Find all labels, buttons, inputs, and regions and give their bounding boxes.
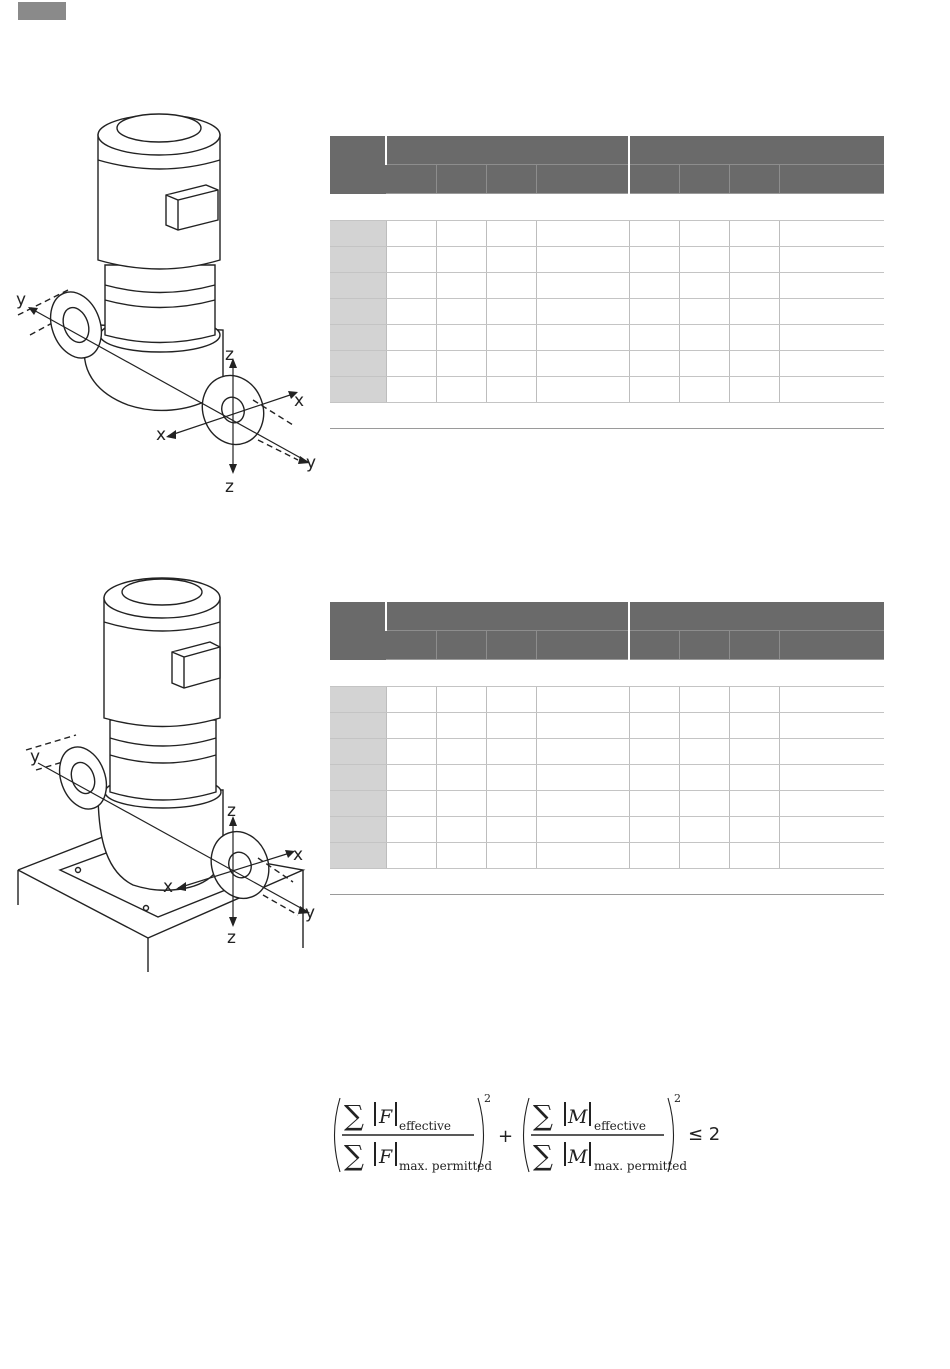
table-row xyxy=(330,351,884,377)
table-header-cell xyxy=(629,165,679,194)
moment-symbol: M xyxy=(568,1146,588,1168)
table-subheader-row xyxy=(330,631,884,660)
force-symbol: F xyxy=(379,1146,393,1168)
table-header-cell xyxy=(436,631,486,660)
table-header-cell xyxy=(436,165,486,194)
axis-label-x-right: x xyxy=(293,845,304,865)
sum-symbol: ∑ xyxy=(344,1099,364,1132)
section-marker-tab xyxy=(18,2,66,20)
table-section-row xyxy=(330,194,884,221)
table-header-cell xyxy=(536,165,629,194)
table-subheader-row xyxy=(330,165,884,194)
load-check-formula xyxy=(328,1092,728,1182)
load-table-on-foundation xyxy=(330,602,884,895)
table-header-row xyxy=(330,602,884,631)
table-header-cell xyxy=(729,165,779,194)
sum-symbol: ∑ xyxy=(533,1139,553,1172)
pump-diagram-free-standing xyxy=(8,100,328,500)
table-header-cell xyxy=(386,631,436,660)
table-row xyxy=(330,273,884,299)
exponent: 2 xyxy=(484,1092,491,1105)
table-header-cell xyxy=(486,165,536,194)
axis-label-x-right: x xyxy=(294,391,305,411)
table-header-cell xyxy=(679,631,729,660)
table-footer-row xyxy=(330,403,884,429)
subscript-effective: effective xyxy=(594,1119,646,1133)
pump-diagram-on-foundation xyxy=(8,570,328,975)
table-row xyxy=(330,817,884,843)
table-row xyxy=(330,247,884,273)
table-header-cell xyxy=(729,631,779,660)
formula-graphic xyxy=(328,1092,728,1178)
table-row xyxy=(330,299,884,325)
axis-label-y-left: y xyxy=(30,747,41,767)
table-header-cell xyxy=(779,165,884,194)
axis-label-y-right: y xyxy=(305,903,316,923)
table-row xyxy=(330,377,884,403)
axis-label-x-left: x xyxy=(156,425,167,445)
pump-drawing xyxy=(8,570,328,975)
axis-label-y-left: y xyxy=(16,290,27,310)
table-header-group xyxy=(386,602,629,631)
pump-drawing xyxy=(8,100,328,500)
relation-le-2: ≤ 2 xyxy=(688,1124,721,1145)
subscript-permitted: max. permitted xyxy=(594,1159,688,1173)
moment-symbol: M xyxy=(568,1106,588,1128)
table-footer-row xyxy=(330,869,884,895)
table-header-cell xyxy=(536,631,629,660)
table-row xyxy=(330,843,884,869)
table-row xyxy=(330,791,884,817)
table-header-cell xyxy=(679,165,729,194)
exponent: 2 xyxy=(674,1092,681,1105)
plus-sign: + xyxy=(498,1126,514,1147)
force-symbol: F xyxy=(379,1106,393,1128)
table-header-group xyxy=(386,136,629,165)
subscript-effective: effective xyxy=(399,1119,451,1133)
axis-label-z-top: z xyxy=(225,345,234,365)
table-row xyxy=(330,765,884,791)
subscript-permitted: max. permitted xyxy=(399,1159,493,1173)
table-row xyxy=(330,713,884,739)
table-header-cell xyxy=(486,631,536,660)
table-header-row xyxy=(330,136,884,165)
sum-symbol: ∑ xyxy=(533,1099,553,1132)
axis-label-z-bottom: z xyxy=(227,928,236,948)
table-header-cell xyxy=(330,136,386,194)
axis-label-y-right: y xyxy=(306,453,317,473)
table-row xyxy=(330,739,884,765)
table-section-row xyxy=(330,660,884,687)
table-row xyxy=(330,687,884,713)
axis-label-z-top: z xyxy=(227,801,236,821)
table-header-cell xyxy=(330,602,386,660)
table-header-cell xyxy=(779,631,884,660)
table-header-group xyxy=(629,602,884,631)
axis-label-z-bottom: z xyxy=(225,477,234,497)
table-header-group xyxy=(629,136,884,165)
table-row xyxy=(330,325,884,351)
sum-symbol: ∑ xyxy=(344,1139,364,1172)
table-header-cell xyxy=(629,631,679,660)
axis-label-x-left: x xyxy=(163,877,174,897)
load-table-free-standing xyxy=(330,136,884,429)
table-header-cell xyxy=(386,165,436,194)
table-row xyxy=(330,221,884,247)
